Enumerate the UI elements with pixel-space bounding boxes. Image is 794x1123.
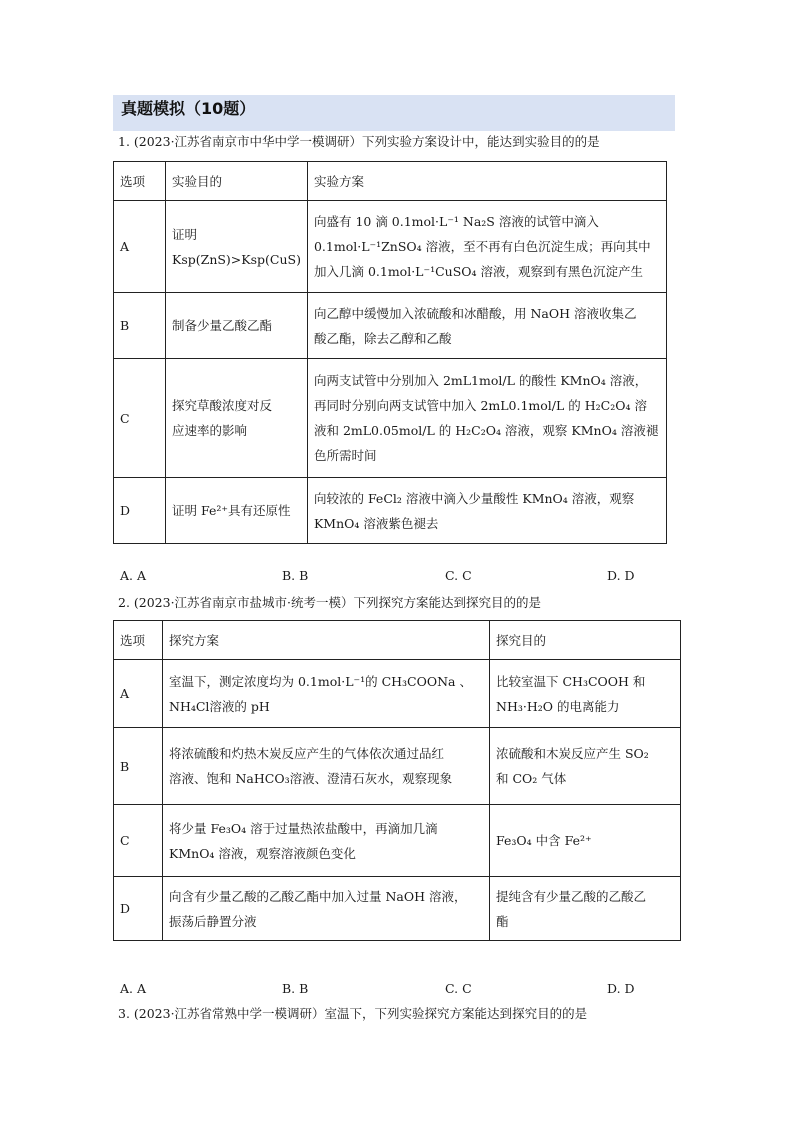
choice-b[interactable]: B. B (282, 981, 309, 996)
option-cell: C (114, 805, 163, 877)
table-row (114, 293, 667, 359)
plan-text: 0.1mol·L⁻¹ZnSO₄ 溶液，至不再有白色沉淀生成；再向其中 (313, 239, 651, 254)
plan-cell (307, 201, 666, 293)
question-1-stem: 1. (2023·江苏省南京市中华中学一模调研）下列实验方案设计中，能达到实验目的的是 (118, 134, 600, 149)
plan-cell (163, 805, 490, 877)
plan-text: 再同时分别向两支试管中加入 2mL0.1mol/L 的 H₂C₂O₄ 溶 (313, 398, 647, 413)
choice-d[interactable]: D. D (607, 568, 635, 583)
table-row (114, 805, 681, 877)
plan-text: 色所需时间 (313, 448, 377, 463)
purpose-text: 证明 (172, 226, 198, 242)
option-cell: A (114, 201, 166, 293)
header-cell: 实验目的 (166, 162, 308, 201)
purpose-text: 浓硫酸和木炭反应产生 SO₂ (496, 746, 649, 761)
table-row (114, 359, 667, 478)
table-header-row (114, 621, 681, 660)
purpose-text: 比较室温下 CH₃COOH 和 (496, 673, 646, 689)
choice-a[interactable]: A. A (120, 981, 147, 996)
plan-text: 将浓硫酸和灼热木炭反应产生的气体依次通过品红 (169, 746, 445, 761)
header-cell: 探究方案 (163, 621, 490, 660)
question-2-table (113, 620, 681, 941)
section-header (113, 95, 675, 131)
plan-cell (163, 728, 490, 805)
purpose-text: 探究草酸浓度对反 (172, 398, 273, 413)
purpose-cell (490, 877, 681, 941)
plan-text: 向含有少量乙酸的乙酸乙酯中加入过量 NaOH 溶液， (169, 888, 467, 904)
section-title: 真题模拟（10题） (121, 99, 256, 118)
table-row (114, 478, 667, 544)
purpose-text: 和 CO₂ 气体 (496, 771, 567, 786)
question-2-stem: 2. (2023·江苏省南京市盐城市·统考一模）下列探究方案能达到探究目的的是 (118, 595, 542, 610)
plan-cell (163, 660, 490, 728)
option-cell: B (114, 293, 166, 359)
plan-cell (307, 293, 666, 359)
option-cell: D (114, 478, 166, 544)
purpose-cell: Fe₃O₄ 中含 Fe²⁺ (490, 805, 681, 877)
purpose-cell (490, 660, 681, 728)
plan-text: 向盛有 10 滴 0.1mol·L⁻¹ Na₂S 溶液的试管中滴入 (313, 214, 599, 229)
purpose-text: 酯 (496, 913, 509, 929)
table-row (114, 201, 667, 293)
plan-text: 酸乙酯，除去乙醇和乙酸 (313, 330, 452, 346)
purpose-cell: 制备少量乙酸乙酯 (166, 293, 308, 359)
choice-a[interactable]: A. A (120, 568, 147, 583)
table-row (114, 877, 681, 941)
purpose-text: 应速率的影响 (172, 423, 248, 438)
choice-c[interactable]: C. C (445, 981, 472, 996)
table-header-row (114, 162, 667, 201)
plan-text: KMnO₄ 溶液，观察溶液颜色变化 (169, 845, 356, 861)
choice-b[interactable]: B. B (282, 568, 309, 583)
purpose-cell (166, 201, 308, 293)
purpose-cell (166, 359, 308, 478)
plan-text: NH₄Cl溶液的 pH (169, 698, 270, 714)
header-cell: 选项 (114, 162, 166, 201)
question-3-stem: 3. (2023·江苏省常熟中学一模调研）室温下，下列实验探究方案能达到探究目的的是 (118, 1006, 588, 1021)
plan-text: 向两支试管中分别加入 2mL1mol/L 的酸性 KMnO₄ 溶液， (313, 373, 648, 388)
plan-text: 将少量 Fe₃O₄ 溶于过量热浓盐酸中，再滴加几滴 (169, 820, 438, 836)
plan-cell (307, 359, 666, 478)
table-row (114, 660, 681, 728)
option-cell: B (114, 728, 163, 805)
plan-cell (163, 877, 490, 941)
purpose-cell (490, 728, 681, 805)
purpose-cell: 证明 Fe²⁺具有还原性 (166, 478, 308, 544)
plan-text: 溶液、饱和 NaHCO₃溶液、澄清石灰水，观察现象 (169, 771, 453, 786)
header-cell: 探究目的 (490, 621, 681, 660)
header-cell: 实验方案 (307, 162, 666, 201)
purpose-text: Ksp(ZnS)>Ksp(CuS) (172, 251, 301, 267)
plan-cell (307, 478, 666, 544)
header-cell: 选项 (114, 621, 163, 660)
choice-d[interactable]: D. D (607, 981, 635, 996)
purpose-text: 提纯含有少量乙酸的乙酸乙 (496, 888, 647, 904)
plan-text: 液和 2mL0.05mol/L 的 H₂C₂O₄ 溶液，观察 KMnO₄ 溶液褪 (313, 423, 659, 438)
plan-text: 振荡后静置分液 (169, 913, 257, 929)
plan-text: KMnO₄ 溶液紫色褪去 (313, 515, 439, 531)
option-cell: C (114, 359, 166, 478)
plan-text: 加入几滴 0.1mol·L⁻¹CuSO₄ 溶液，观察到有黑色沉淀产生 (313, 264, 643, 279)
purpose-text: NH₃·H₂O 的电离能力 (496, 698, 620, 714)
question-1-table (113, 161, 667, 544)
option-cell: A (114, 660, 163, 728)
plan-text: 向较浓的 FeCl₂ 溶液中滴入少量酸性 KMnO₄ 溶液，观察 (313, 490, 635, 506)
option-cell: D (114, 877, 163, 941)
plan-text: 室温下，测定浓度均为 0.1mol·L⁻¹的 CH₃COONa 、 (169, 673, 472, 689)
table-row (114, 728, 681, 805)
choice-c[interactable]: C. C (445, 568, 472, 583)
plan-text: 向乙醇中缓慢加入浓硫酸和冰醋酸，用 NaOH 溶液收集乙 (313, 305, 637, 321)
